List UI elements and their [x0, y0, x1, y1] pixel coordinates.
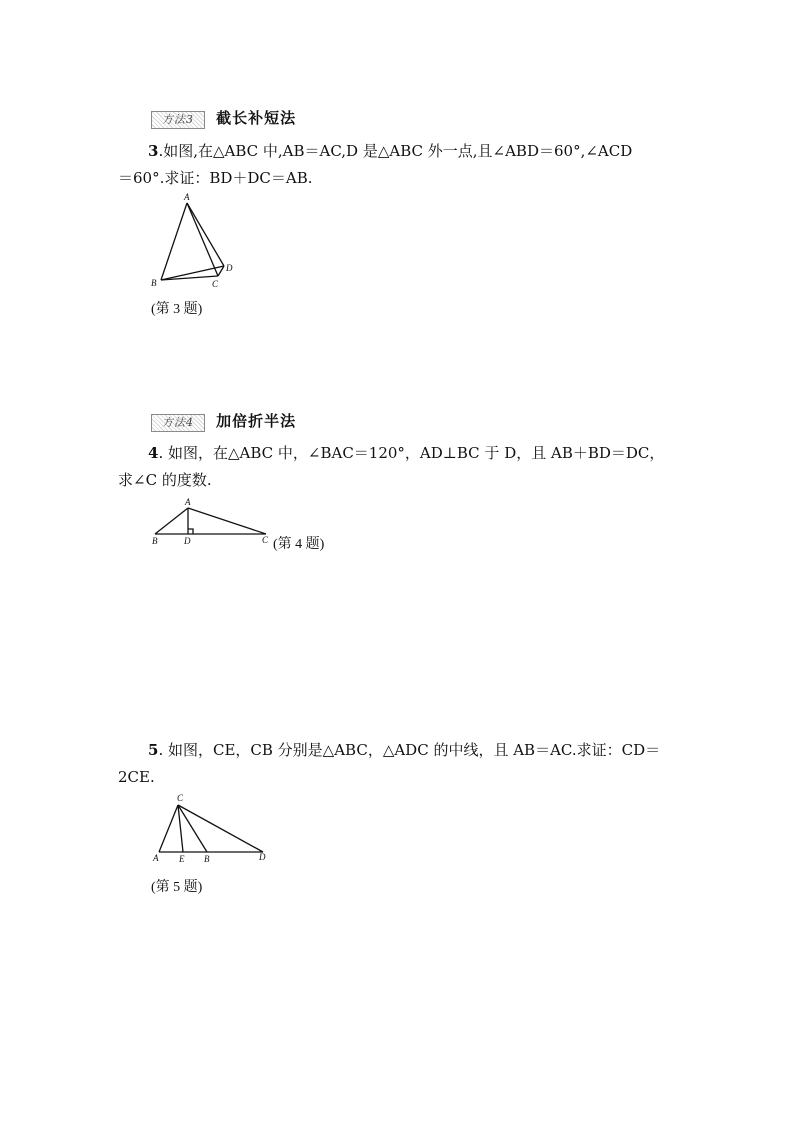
q4-label-b: B — [152, 536, 158, 546]
q3-line1 — [148, 136, 632, 166]
q3-text-line1: .如图,在△ABC 中,AB＝AC,D 是△ABC 外一点,且∠ABD＝60°,∠ACD — [158, 142, 633, 160]
method4-title: 加倍折半法 — [216, 412, 297, 430]
q4-number: 4 — [148, 444, 159, 462]
q5-segment-cd — [178, 805, 263, 852]
q5-label-c: C — [177, 793, 184, 803]
q4-text-line1: . 如图，在△ABC 中，∠BAC＝120°，AD⊥BC 于 D，且 AB＋BD＝DC， — [158, 444, 665, 462]
q5-label-d: D — [259, 852, 266, 862]
q4-label-d: D — [184, 536, 191, 546]
q4-figure — [145, 496, 275, 548]
q3-text-line2: ＝60°.求证：BD＋DC＝AB. — [118, 169, 313, 187]
q5-label-a: A — [153, 853, 159, 863]
method3-title: 截长补短法 — [216, 109, 297, 127]
q4-right-angle-mark — [188, 529, 193, 534]
q5-segment-ca — [159, 805, 178, 852]
q5-label-b: B — [204, 854, 210, 864]
q3-label-b: B — [151, 278, 157, 288]
method4-header — [151, 410, 296, 432]
q5-text-line1: . 如图，CE，CB 分别是△ABC，△ADC 的中线，且 AB＝AC.求证：CD＝ — [158, 741, 661, 759]
q4-caption: (第 4 题) — [273, 537, 325, 552]
q3-segment-ad — [187, 203, 224, 266]
q3-figure — [145, 190, 255, 292]
q5-figure — [145, 790, 275, 866]
q3-label-d: D — [226, 263, 233, 273]
method4-badge: 方法4 — [151, 414, 205, 432]
q3-segment-ac — [187, 203, 218, 276]
q5-caption: (第 5 题) — [151, 880, 203, 895]
q4-segment-ac — [188, 508, 266, 534]
q3-label-c: C — [212, 279, 219, 289]
q3-segment-ab — [161, 203, 187, 280]
q3-label-a: A — [184, 192, 190, 202]
q4-label-c: C — [262, 535, 269, 545]
q4-line1 — [148, 438, 664, 468]
q4-text-line2: 求∠C 的度数. — [118, 471, 212, 489]
method3-header — [151, 107, 296, 129]
q5-line1 — [148, 735, 660, 765]
method3-badge: 方法3 — [151, 111, 205, 129]
q4-label-a: A — [185, 497, 191, 507]
q5-text-line2: 2CE. — [118, 768, 155, 786]
q5-number: 5 — [148, 741, 159, 759]
q3-number: 3 — [148, 142, 159, 160]
q3-caption: (第 3 题) — [151, 302, 203, 317]
q5-label-e: E — [179, 854, 185, 864]
q4-segment-ab — [155, 508, 188, 534]
